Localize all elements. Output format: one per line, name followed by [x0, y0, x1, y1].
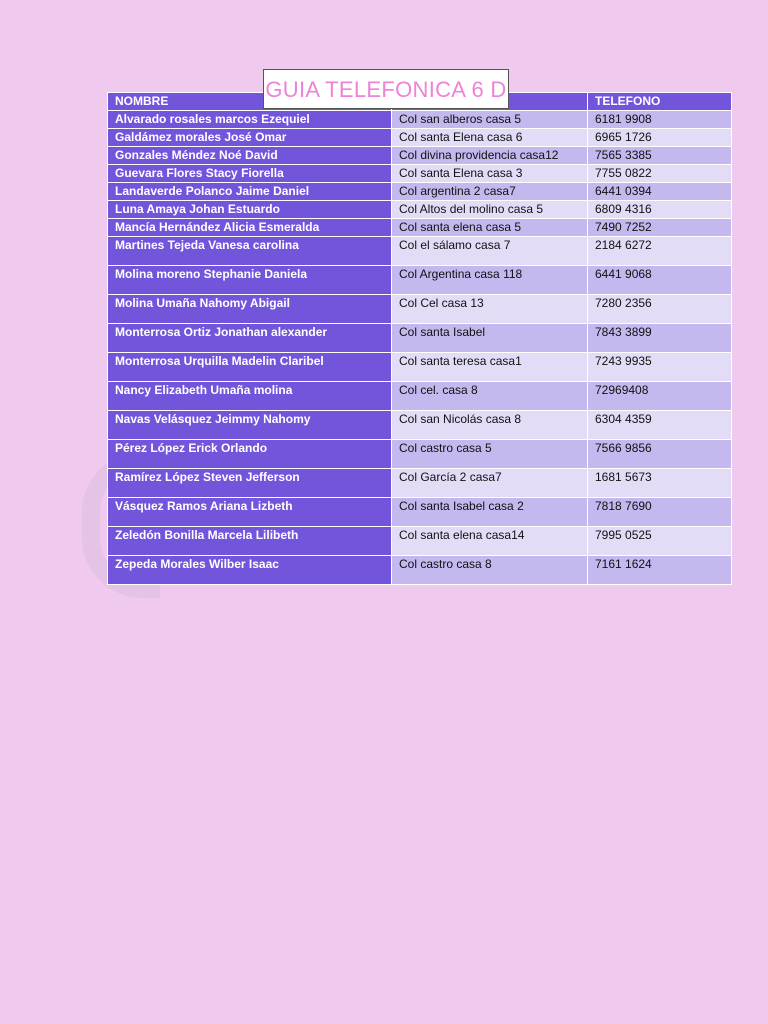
table-row	[108, 324, 732, 353]
cell-name: Zepeda Morales Wilber Isaac	[108, 556, 392, 585]
table-row	[108, 237, 732, 266]
cell-address: Col santa Elena casa 6	[392, 129, 588, 147]
cell-name: Guevara Flores Stacy Fiorella	[108, 165, 392, 183]
cell-address: Col santa Isabel casa 2	[392, 498, 588, 527]
cell-name: Alvarado rosales marcos Ezequiel	[108, 111, 392, 129]
cell-phone: 6441 0394	[588, 183, 732, 201]
cell-name: Galdámez morales José Omar	[108, 129, 392, 147]
cell-phone: 7818 7690	[588, 498, 732, 527]
table-row	[108, 469, 732, 498]
cell-name: Molina Umaña Nahomy Abigail	[108, 295, 392, 324]
cell-address: Col castro casa 5	[392, 440, 588, 469]
cell-name: Ramírez López Steven Jefferson	[108, 469, 392, 498]
cell-phone: 7565 3385	[588, 147, 732, 165]
cell-address: Col santa teresa casa1	[392, 353, 588, 382]
cell-address: Col san Nicolás casa 8	[392, 411, 588, 440]
cell-phone: 7243 9935	[588, 353, 732, 382]
cell-name: Landaverde Polanco Jaime Daniel	[108, 183, 392, 201]
cell-address: Col santa Elena casa 3	[392, 165, 588, 183]
table-body	[108, 111, 732, 585]
cell-name: Luna Amaya Johan Estuardo	[108, 201, 392, 219]
cell-name: Pérez López Erick Orlando	[108, 440, 392, 469]
cell-phone: 6809 4316	[588, 201, 732, 219]
cell-address: Col santa elena casa14	[392, 527, 588, 556]
cell-phone: 2184 6272	[588, 237, 732, 266]
cell-phone: 7995 0525	[588, 527, 732, 556]
cell-name: Monterrosa Urquilla Madelin Claribel	[108, 353, 392, 382]
cell-name: Mancía Hernández Alicia Esmeralda	[108, 219, 392, 237]
cell-address: Col castro casa 8	[392, 556, 588, 585]
cell-phone: 6441 9068	[588, 266, 732, 295]
column-header-phone: TELEFONO	[588, 93, 732, 111]
cell-phone: 6181 9908	[588, 111, 732, 129]
table-row	[108, 111, 732, 129]
cell-name: Vásquez Ramos Ariana Lizbeth	[108, 498, 392, 527]
cell-name: Nancy Elizabeth Umaña molina	[108, 382, 392, 411]
table-row	[108, 411, 732, 440]
cell-address: Col santa Isabel	[392, 324, 588, 353]
table-row	[108, 129, 732, 147]
cell-name: Navas Velásquez Jeimmy Nahomy	[108, 411, 392, 440]
cell-phone: 72969408	[588, 382, 732, 411]
cell-phone: 6965 1726	[588, 129, 732, 147]
cell-name: Zeledón Bonilla Marcela Lilibeth	[108, 527, 392, 556]
cell-phone: 7843 3899	[588, 324, 732, 353]
table-row	[108, 556, 732, 585]
table-row	[108, 165, 732, 183]
cell-address: Col san alberos casa 5	[392, 111, 588, 129]
cell-address: Col argentina 2 casa7	[392, 183, 588, 201]
cell-address: Col santa elena casa 5	[392, 219, 588, 237]
cell-phone: 7280 2356	[588, 295, 732, 324]
page-title: GUIA TELEFONICA 6 D	[263, 69, 509, 109]
table-row	[108, 353, 732, 382]
cell-name: Gonzales Méndez Noé David	[108, 147, 392, 165]
cell-address: Col divina providencia casa12	[392, 147, 588, 165]
cell-address: Col cel. casa 8	[392, 382, 588, 411]
table-row	[108, 498, 732, 527]
phone-directory-table	[107, 92, 732, 585]
cell-address: Col García 2 casa7	[392, 469, 588, 498]
cell-phone: 7566 9856	[588, 440, 732, 469]
cell-phone: 1681 5673	[588, 469, 732, 498]
cell-phone: 7161 1624	[588, 556, 732, 585]
cell-address: Col Cel casa 13	[392, 295, 588, 324]
cell-name: Martines Tejeda Vanesa carolina	[108, 237, 392, 266]
cell-name: Monterrosa Ortiz Jonathan alexander	[108, 324, 392, 353]
cell-address: Col Altos del molino casa 5	[392, 201, 588, 219]
table-row	[108, 201, 732, 219]
cell-phone: 6304 4359	[588, 411, 732, 440]
table-row	[108, 527, 732, 556]
cell-phone: 7490 7252	[588, 219, 732, 237]
table-row	[108, 219, 732, 237]
table-row	[108, 382, 732, 411]
cell-address: Col Argentina casa 118	[392, 266, 588, 295]
cell-phone: 7755 0822	[588, 165, 732, 183]
table-row	[108, 295, 732, 324]
table-row	[108, 147, 732, 165]
cell-name: Molina moreno Stephanie Daniela	[108, 266, 392, 295]
cell-address: Col el sálamo casa 7	[392, 237, 588, 266]
table-row	[108, 266, 732, 295]
table-row	[108, 440, 732, 469]
table-row	[108, 183, 732, 201]
column-header-name: NOMBRE	[108, 93, 392, 111]
